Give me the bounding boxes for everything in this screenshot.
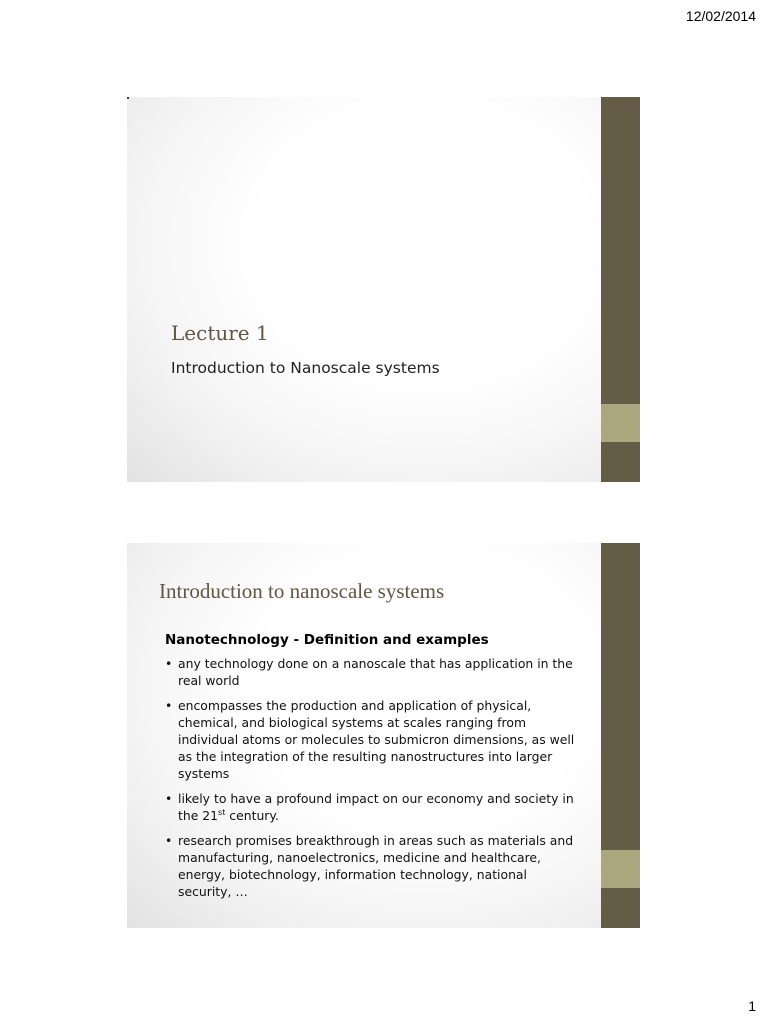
bullet-item [163, 790, 583, 824]
slide-corner-mark [127, 97, 129, 99]
slide-1-title: Lecture 1 [171, 321, 269, 345]
slide-2-sidebar [601, 543, 640, 928]
slide-2-title: Introduction to nanoscale systems [159, 579, 445, 603]
bullet-list [163, 655, 583, 908]
slide-1-sidebar-accent [601, 404, 640, 442]
page-number: 1 [748, 998, 756, 1014]
bullet-text: encompasses the production and application of physical, chemical, and biological systems at scales ranging from individual atoms or molecules to submicron dimensions, as well as the integration of the resulting nanostructures into larger systems [178, 698, 575, 781]
slide-1-subtitle: Introduction to Nanoscale systems [171, 359, 440, 377]
slide-2-heading: Nanotechnology - Definition and examples [165, 632, 489, 648]
bullet-superscript: st [218, 807, 226, 817]
bullet-item [163, 697, 583, 782]
bullet-text-tail: century. [225, 808, 279, 823]
slide-1 [127, 97, 640, 482]
bullet-item [163, 832, 583, 900]
bullet-item [163, 655, 583, 689]
slide-1-sidebar [601, 97, 640, 482]
bullet-text: likely to have a profound impact on our economy and society in the 21 [178, 791, 574, 823]
slide-2 [127, 543, 640, 928]
bullet-text: research promises breakthrough in areas such as materials and manufacturing, nanoelectronics, medicine and healthcare, energy, biotechnology, information technology, national security, … [178, 833, 574, 899]
page-date: 12/02/2014 [685, 8, 756, 24]
bullet-text: any technology done on a nanoscale that has application in the real world [178, 656, 573, 688]
slide-2-sidebar-accent [601, 850, 640, 888]
